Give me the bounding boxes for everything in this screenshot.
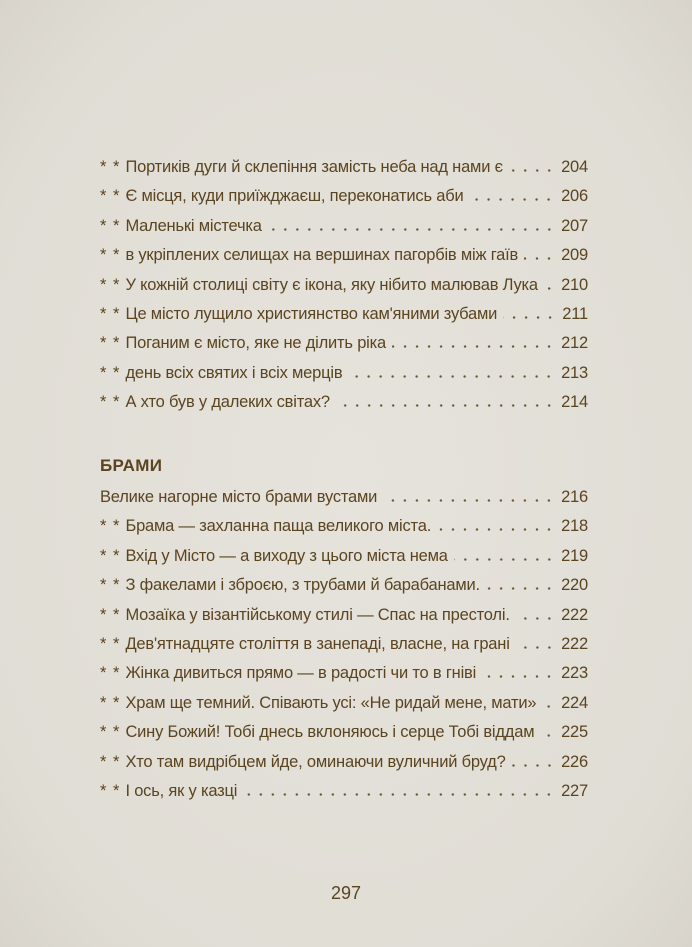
entry-page-number: 219 <box>561 546 588 565</box>
toc-entry <box>100 158 588 187</box>
entry-stars: * * <box>100 752 121 771</box>
toc-entry <box>100 305 588 334</box>
entry-page-number: 223 <box>561 664 588 683</box>
dot-leader <box>437 528 555 531</box>
entry-title: Дев'ятнадцяте століття в занепаді, власне, на грані <box>125 634 510 653</box>
toc-entry <box>100 488 588 517</box>
entry-stars: * * <box>100 605 121 624</box>
page-number: 297 <box>330 883 362 903</box>
entry-title: Є місця, куди приїжджаєш, переконатись аби <box>125 187 464 206</box>
entry-page-number: 222 <box>561 605 588 624</box>
entry-title: З факелами і зброєю, з трубами й барабанами. <box>125 576 480 595</box>
entry-page-number: 207 <box>561 216 588 235</box>
entry-stars: * * <box>100 334 121 353</box>
entry-page-number: 214 <box>561 393 588 412</box>
entry-stars: * * <box>100 363 121 382</box>
entry-title: Храм ще темний. Співають усі: «Не ридай мене, мати» <box>125 693 537 712</box>
entry-page-number: 225 <box>561 723 588 742</box>
dot-leader <box>516 646 555 649</box>
toc-entry <box>100 753 588 782</box>
entry-title: Це місто лущило християнство кам'яними зубами <box>125 304 498 323</box>
dot-leader <box>482 675 555 678</box>
toc-entry <box>100 276 588 305</box>
entry-title: Портиків дуги й склепіння замість неба над нами є <box>125 158 503 176</box>
dot-leader <box>486 587 555 590</box>
toc-entry <box>100 364 588 393</box>
dot-leader <box>268 228 555 231</box>
section-heading: БРАМИ <box>100 456 163 475</box>
entry-stars: * * <box>100 781 121 800</box>
dot-leader <box>516 617 555 620</box>
dot-leader <box>544 287 555 290</box>
dot-leader <box>348 375 555 378</box>
entry-stars: * * <box>100 576 121 595</box>
entry-page-number: 218 <box>561 517 588 536</box>
entry-title: Жінка дивиться прямо — в радості чи то в гніві <box>125 664 477 683</box>
entry-page-number: 216 <box>561 488 588 506</box>
dot-leader <box>512 764 556 767</box>
toc-entry <box>100 334 588 363</box>
entry-stars: * * <box>100 664 121 683</box>
dot-leader <box>454 558 555 561</box>
entry-title: Сину Божий! Тобі днесь вклоняюсь і серце Тобі віддам <box>125 723 535 742</box>
entry-page-number: 204 <box>561 158 588 176</box>
entry-page-number: 220 <box>561 576 588 595</box>
entry-title: Мозаїка у візантійському стилі — Спас на престолі. <box>125 605 510 624</box>
entry-title: А хто був у далеких світах? <box>125 393 330 412</box>
dot-leader <box>336 404 555 407</box>
toc-entry <box>100 547 588 576</box>
toc-entry <box>100 187 588 216</box>
toc-entry <box>100 694 588 723</box>
entry-page-number: 226 <box>561 752 588 771</box>
entry-title: Маленькі містечка <box>125 216 262 235</box>
entry-title: Поганим є місто, яке не ділить ріка <box>125 334 386 353</box>
toc-entry <box>100 517 588 546</box>
entry-stars: * * <box>100 546 121 565</box>
toc-entry <box>100 576 588 605</box>
entry-title: І ось, як у казці <box>125 781 238 800</box>
entry-stars: * * <box>100 187 121 206</box>
entry-title: Брама — захланна паща великого міста. <box>125 517 432 536</box>
entry-page-number: 206 <box>561 187 588 206</box>
entry-stars: * * <box>100 693 121 712</box>
dot-leader <box>503 316 556 319</box>
entry-stars: * * <box>100 275 121 294</box>
dot-leader <box>383 499 555 502</box>
entry-title: Велике нагорне місто брами вустами <box>100 488 378 506</box>
entry-stars: * * <box>100 634 121 653</box>
entry-stars: * * <box>100 393 121 412</box>
toc-entry <box>100 635 588 664</box>
dot-leader <box>469 198 555 201</box>
entry-title: в укріплених селищах на вершинах пагорбів між гаїв <box>125 246 519 265</box>
entry-page-number: 212 <box>561 334 588 353</box>
entry-page-number: 222 <box>561 634 588 653</box>
entry-page-number: 227 <box>561 781 588 800</box>
entry-stars: * * <box>100 723 121 742</box>
toc-list-section-1 <box>100 158 588 423</box>
entry-page-number: 209 <box>561 246 588 265</box>
entry-title: день всіх святих і всіх мерців <box>125 363 343 382</box>
dot-leader <box>542 705 555 708</box>
dot-leader <box>524 257 555 260</box>
entry-title: Хто там видрібцем йде, оминаючи вуличний бруд? <box>125 752 506 771</box>
entry-stars: * * <box>100 246 121 265</box>
entry-stars: * * <box>100 304 121 323</box>
entry-title: У кожній столиці світу є ікона, яку нібито малював Лука <box>125 275 538 294</box>
entry-page-number: 211 <box>562 304 588 323</box>
toc-entry <box>100 217 588 246</box>
entry-page-number: 210 <box>561 275 588 294</box>
toc-entry <box>100 246 588 275</box>
toc-entry <box>100 393 588 422</box>
toc-entry <box>100 664 588 693</box>
dot-leader <box>509 169 555 172</box>
dot-leader <box>243 793 555 796</box>
entry-stars: * * <box>100 216 121 235</box>
entry-page-number: 224 <box>561 693 588 712</box>
dot-leader <box>540 734 555 737</box>
entry-title: Вхід у Місто — а виходу з цього міста нема <box>125 546 448 565</box>
toc-list-section-2 <box>100 488 588 811</box>
entry-stars: * * <box>100 158 121 176</box>
toc-entry <box>100 723 588 752</box>
toc-entry <box>100 606 588 635</box>
entry-stars: * * <box>100 517 121 536</box>
toc-entry <box>100 782 588 811</box>
entry-page-number: 213 <box>561 363 588 382</box>
dot-leader <box>392 345 555 348</box>
